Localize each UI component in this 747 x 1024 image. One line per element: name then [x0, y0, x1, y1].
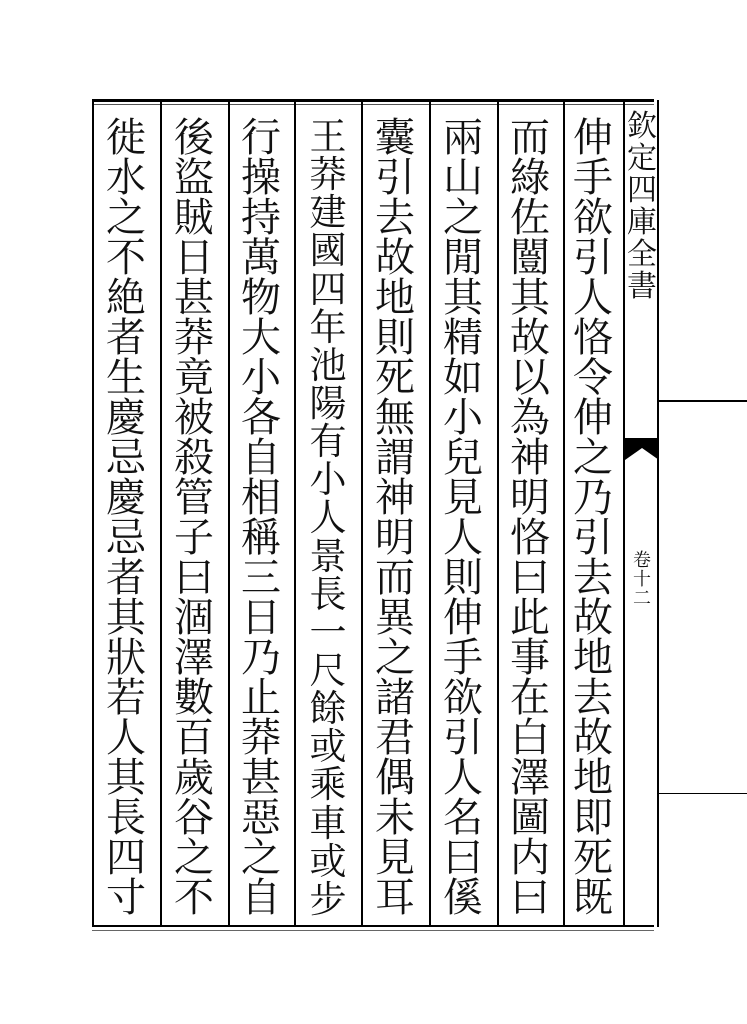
text-char: 伸	[443, 595, 483, 641]
banner-title-char: 欽	[627, 109, 657, 144]
text-char: 長	[309, 572, 347, 616]
margin-line	[658, 793, 747, 794]
column-divider	[294, 100, 296, 927]
text-char: 乃	[241, 635, 281, 681]
text-char: 自	[241, 875, 281, 921]
text-char: 綠	[510, 155, 550, 201]
column-divider	[228, 100, 230, 927]
text-char: 陽	[309, 381, 347, 425]
text-char: 慶	[106, 395, 146, 441]
banner-title-char: 四	[627, 173, 657, 208]
text-char: 地	[375, 275, 415, 321]
text-char: 傒	[443, 875, 483, 921]
text-char: 其	[106, 595, 146, 641]
text-char: 神	[510, 435, 550, 481]
text-char: 操	[241, 155, 281, 201]
text-char: 行	[241, 115, 281, 161]
text-char: 歲	[174, 755, 214, 801]
text-char: 死	[375, 355, 415, 401]
text-char: 大	[241, 315, 281, 361]
text-char: 稱	[241, 515, 281, 561]
text-char: 乃	[573, 475, 613, 521]
text-char: 賊	[174, 195, 214, 241]
text-char: 為	[510, 395, 550, 441]
text-char: 偶	[375, 755, 415, 801]
text-column	[571, 115, 615, 921]
text-char: 長	[106, 795, 146, 841]
text-char: 四	[106, 835, 146, 881]
text-char: 見	[443, 475, 483, 521]
text-char: 不	[106, 235, 146, 281]
text-char: 忌	[106, 515, 146, 561]
text-char: 如	[443, 355, 483, 401]
text-char: 生	[106, 355, 146, 401]
text-char: 即	[573, 795, 613, 841]
text-column	[104, 115, 148, 921]
text-char: 餘	[309, 687, 347, 731]
text-char: 谷	[174, 795, 214, 841]
text-char: 明	[375, 515, 415, 561]
text-char: 盜	[174, 155, 214, 201]
text-char: 耳	[375, 875, 415, 921]
text-char: 手	[443, 635, 483, 681]
text-char: 圖	[510, 795, 550, 841]
text-char: 相	[241, 475, 281, 521]
text-char: 甚	[241, 755, 281, 801]
text-char: 白	[510, 715, 550, 761]
text-char: 乘	[309, 763, 347, 807]
text-char: 狀	[106, 635, 146, 681]
text-char: 則	[443, 555, 483, 601]
bottom-border	[92, 925, 654, 927]
text-char: 欲	[573, 195, 613, 241]
text-char: 百	[174, 715, 214, 761]
banner-title-char: 庫	[627, 205, 657, 240]
text-char: 尺	[309, 648, 347, 692]
top-border-inner	[92, 104, 654, 105]
text-char: 建	[309, 191, 347, 235]
text-char: 之	[241, 835, 281, 881]
text-char: 莽	[241, 715, 281, 761]
margin-line	[658, 400, 747, 402]
text-char: 去	[573, 675, 613, 721]
text-char: 寸	[106, 875, 146, 921]
text-char: 池	[309, 343, 347, 387]
text-char: 竟	[174, 355, 214, 401]
text-char: 欲	[443, 675, 483, 721]
top-border	[92, 99, 654, 102]
text-char: 兩	[443, 115, 483, 161]
text-char: 恪	[573, 315, 613, 361]
text-char: 諸	[375, 675, 415, 721]
volume-marker	[625, 552, 659, 609]
text-char: 澤	[510, 755, 550, 801]
text-char: 之	[573, 435, 613, 481]
text-char: 囊	[375, 115, 415, 161]
text-char: 人	[443, 515, 483, 561]
text-char: 其	[510, 275, 550, 321]
text-char: 人	[106, 715, 146, 761]
fish-tail-icon	[625, 434, 659, 464]
column-divider	[497, 100, 499, 927]
bottom-border-inner	[92, 930, 654, 931]
text-char: 故	[375, 235, 415, 281]
banner-title-char: 定	[627, 141, 657, 176]
text-char: 三	[241, 555, 281, 601]
text-char: 見	[375, 835, 415, 881]
column-divider	[429, 100, 431, 927]
text-char: 一	[309, 610, 347, 654]
text-char: 闓	[510, 235, 550, 281]
text-char: 無	[375, 395, 415, 441]
column-divider	[361, 100, 363, 927]
text-char: 人	[573, 275, 613, 321]
text-char: 景	[309, 534, 347, 578]
text-char: 在	[510, 675, 550, 721]
text-char: 其	[443, 275, 483, 321]
text-char: 伸	[573, 115, 613, 161]
text-char: 有	[309, 420, 347, 464]
text-char: 之	[443, 195, 483, 241]
text-char: 止	[241, 675, 281, 721]
text-char: 山	[443, 155, 483, 201]
text-char: 内	[510, 835, 550, 881]
text-char: 兒	[443, 435, 483, 481]
banner-title-char: 書	[627, 269, 657, 304]
text-column	[172, 115, 216, 921]
text-char: 謂	[375, 435, 415, 481]
text-char: 其	[106, 755, 146, 801]
text-char: 名	[443, 795, 483, 841]
text-char: 而	[375, 555, 415, 601]
text-char: 小	[241, 355, 281, 401]
text-char: 莽	[309, 153, 347, 197]
text-char: 國	[309, 229, 347, 273]
text-char: 涸	[174, 595, 214, 641]
text-char: 曰	[443, 835, 483, 881]
text-char: 故	[573, 595, 613, 641]
text-char: 去	[375, 195, 415, 241]
text-char: 恪	[510, 515, 550, 561]
text-char: 明	[510, 475, 550, 521]
text-char: 各	[241, 395, 281, 441]
text-char: 神	[375, 475, 415, 521]
text-char: 之	[106, 195, 146, 241]
text-char: 人	[443, 755, 483, 801]
text-char: 車	[309, 801, 347, 845]
text-char: 殺	[174, 435, 214, 481]
text-char: 死	[573, 835, 613, 881]
text-char: 曰	[510, 875, 550, 921]
text-char: 惡	[241, 795, 281, 841]
text-char: 萬	[241, 235, 281, 281]
text-column	[441, 115, 485, 921]
text-char: 慶	[106, 475, 146, 521]
text-char: 地	[573, 635, 613, 681]
text-column	[373, 115, 417, 921]
text-char: 引	[573, 515, 613, 561]
text-char: 者	[106, 555, 146, 601]
column-divider	[563, 100, 565, 927]
text-char: 水	[106, 155, 146, 201]
text-char: 地	[573, 755, 613, 801]
text-char: 管	[174, 475, 214, 521]
text-char: 若	[106, 675, 146, 721]
banner-title-char: 全	[627, 237, 657, 272]
column-divider	[92, 100, 94, 927]
text-char: 不	[174, 875, 214, 921]
text-char: 精	[443, 315, 483, 361]
text-char: 持	[241, 195, 281, 241]
text-char: 引	[375, 155, 415, 201]
text-char: 未	[375, 795, 415, 841]
text-char: 四	[309, 267, 347, 311]
text-char: 年	[309, 305, 347, 349]
text-char: 故	[510, 315, 550, 361]
text-char: 故	[573, 715, 613, 761]
text-column	[239, 115, 283, 921]
text-char: 日	[174, 235, 214, 281]
text-char: 絶	[106, 275, 146, 321]
text-char: 而	[510, 115, 550, 161]
text-char: 曰	[174, 555, 214, 601]
text-char: 忌	[106, 435, 146, 481]
banner-title	[625, 109, 659, 304]
volume-char: 二	[633, 587, 651, 609]
text-char: 自	[241, 435, 281, 481]
text-char: 被	[174, 395, 214, 441]
text-char: 者	[106, 315, 146, 361]
text-char: 曰	[510, 555, 550, 601]
volume-char: 卷	[633, 550, 651, 571]
text-char: 之	[174, 835, 214, 881]
text-char: 小	[443, 395, 483, 441]
text-char: 佐	[510, 195, 550, 241]
text-char: 手	[573, 155, 613, 201]
text-char: 閒	[443, 235, 483, 281]
text-char: 伸	[573, 395, 613, 441]
text-char: 既	[573, 875, 613, 921]
text-char: 事	[510, 635, 550, 681]
text-char: 之	[375, 635, 415, 681]
text-char: 異	[375, 595, 415, 641]
page-banner	[625, 104, 659, 924]
text-char: 令	[573, 355, 613, 401]
text-char: 君	[375, 715, 415, 761]
text-char: 人	[309, 496, 347, 540]
text-char: 以	[510, 355, 550, 401]
text-char: 日	[241, 595, 281, 641]
text-char: 數	[174, 675, 214, 721]
text-char: 小	[309, 458, 347, 502]
text-char: 甚	[174, 275, 214, 321]
text-char: 徙	[106, 115, 146, 161]
text-char: 引	[443, 715, 483, 761]
text-char: 後	[174, 115, 214, 161]
text-column	[306, 115, 350, 921]
text-char: 或	[309, 725, 347, 769]
volume-char: 十	[633, 568, 651, 590]
text-char: 王	[309, 115, 347, 158]
text-char: 物	[241, 275, 281, 321]
text-char: 去	[573, 555, 613, 601]
text-char: 子	[174, 515, 214, 561]
column-divider	[160, 100, 162, 927]
text-column	[508, 115, 552, 921]
text-char: 莽	[174, 315, 214, 361]
text-char: 則	[375, 315, 415, 361]
text-char: 此	[510, 595, 550, 641]
text-char: 澤	[174, 635, 214, 681]
text-char: 或	[309, 839, 347, 883]
text-char: 引	[573, 235, 613, 281]
text-char: 步	[309, 877, 347, 921]
